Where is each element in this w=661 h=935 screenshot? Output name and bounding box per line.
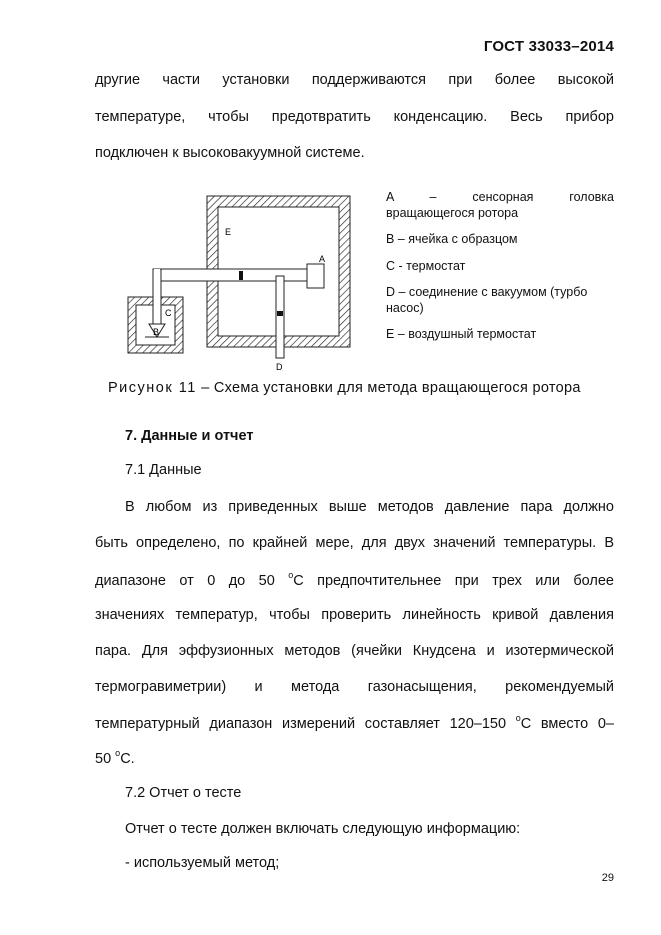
- legend-c: C - термостат: [386, 259, 466, 273]
- label-c: C: [165, 308, 172, 318]
- vacuum-tube: [276, 276, 284, 358]
- legend-e: E – воздушный термостат: [386, 327, 537, 341]
- legend-b: B – ячейка с образцом: [386, 232, 518, 246]
- para-line-4: значениях температур, чтобы проверить линейность кривой давления: [95, 607, 614, 623]
- section-heading: 7. Данные и отчет: [125, 428, 254, 444]
- valve-2: [277, 311, 283, 316]
- para-line-8: [95, 749, 614, 767]
- degree-mark: o: [288, 570, 294, 580]
- legend-a-line2: вращающегося ротора: [386, 206, 519, 220]
- valve-1: [239, 271, 243, 280]
- legend-d-line2: насос): [386, 301, 424, 315]
- label-d: D: [276, 362, 283, 372]
- para-line-3-b: С предпочтительнее при трех или более: [293, 572, 614, 589]
- sensor-head: [307, 264, 324, 288]
- para-line-7-b: С вместо 0–: [520, 715, 615, 732]
- subsection-data: 7.1 Данные: [125, 462, 202, 478]
- degree-mark: o: [515, 713, 521, 723]
- para-line-3-a: диапазоне от 0 до 50: [95, 572, 289, 589]
- para-line-6: термогравиметрии) и метода газонасыщения, рекомендуемый: [95, 679, 614, 695]
- para-line-8-b: С.: [120, 750, 135, 767]
- label-a: A: [319, 254, 326, 264]
- figure-caption-text: – Схема установки для метода вращающегося ротора: [201, 380, 581, 396]
- intro-line-2: температуре, чтобы предотвратить конденсацию. Весь прибор: [95, 109, 614, 125]
- page-number: 29: [601, 872, 614, 884]
- para-line-5: пара. Для эффузионных методов (ячейки Кнудсена и изотермической: [95, 643, 614, 659]
- para-line-7-a: температурный диапазон измерений составляет 120–150: [95, 715, 516, 732]
- para-line-8-a: 50: [95, 750, 116, 767]
- para-line-2: быть определено, по крайней мере, для двух значений температуры. В: [95, 535, 614, 551]
- para-line-1: В любом из приведенных выше методов давление пара должно: [125, 499, 614, 515]
- intro-line-1: другие части установки поддерживаются при более высокой: [95, 72, 614, 88]
- figure-caption-number: Рисунок 11: [108, 380, 197, 396]
- report-intro: Отчет о тесте должен включать следующую информацию:: [125, 821, 521, 837]
- label-e: E: [225, 227, 232, 237]
- degree-mark: o: [115, 748, 121, 758]
- para-line-3: [95, 571, 614, 589]
- document-header: ГОСТ 33033–2014: [483, 38, 614, 55]
- figure-caption: [108, 380, 581, 396]
- label-b: B: [153, 327, 160, 337]
- report-item-method: - используемый метод;: [125, 855, 280, 871]
- para-line-7: [95, 714, 614, 732]
- legend-a-line1: A – сенсорная головка: [386, 190, 614, 204]
- subsection-report: 7.2 Отчет о тесте: [125, 785, 242, 801]
- sample-tube: [153, 269, 161, 324]
- intro-line-3: подключен к высоковакуумной системе.: [95, 145, 365, 161]
- legend-d-line1: D – соединение с вакуумом (турбо: [386, 285, 588, 299]
